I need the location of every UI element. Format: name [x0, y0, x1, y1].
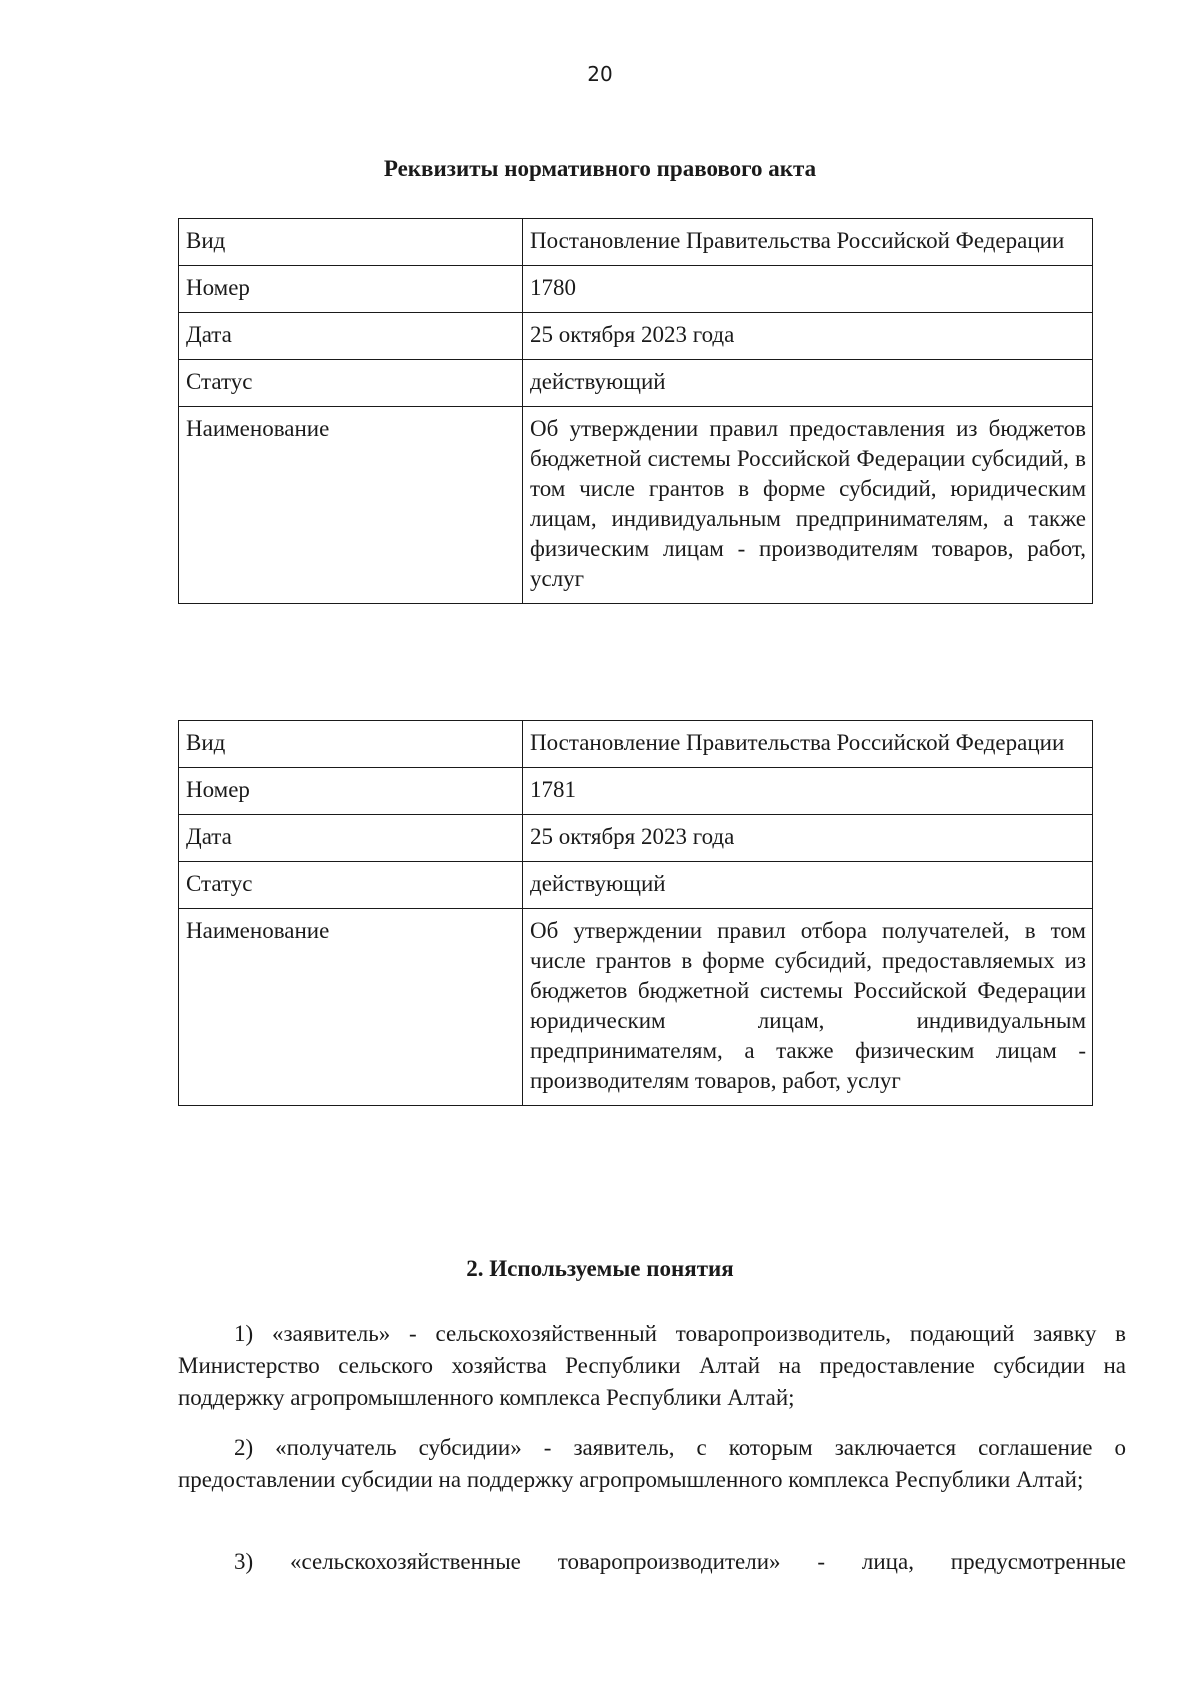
row-label-status: Статус: [179, 360, 523, 407]
row-label-status: Статус: [179, 862, 523, 909]
table-row: [179, 313, 1093, 360]
row-label-date: Дата: [179, 313, 523, 360]
concept-item-applicant: 1) «заявитель» - сельскохозяйственный товаропроизводитель, подающий заявку в Министерство сельского хозяйства Республики Алтай на предоставление субсидии на поддержку агропромышленного комплекса Республики Алтай;: [178, 1321, 1126, 1410]
row-value-name: Об утверждении правил отбора получателей, в том числе грантов в форме субсидий, предоставляемых из бюджетов бюджетной системы Российской Федерации юридическим лицам, индивидуальным предпринимателям, а также физическим лицам - производителям товаров, работ, услуг: [523, 909, 1093, 1106]
table-row: [179, 721, 1093, 768]
concepts-title: 2. Используемые понятия: [466, 1256, 734, 1281]
row-value-status: действующий: [523, 862, 1093, 909]
table-row: [179, 815, 1093, 862]
row-label-type: Вид: [179, 219, 523, 266]
row-label-type: Вид: [179, 721, 523, 768]
table-row: [179, 862, 1093, 909]
concept-item-agricultural-producers: 3) «сельскохозяйственные товаропроизводители» - лица, предусмотренные: [234, 1549, 1126, 1574]
table-row: [179, 219, 1093, 266]
row-value-date: 25 октября 2023 года: [523, 815, 1093, 862]
row-value-type: Постановление Правительства Российской Федерации: [523, 219, 1093, 266]
row-value-number: 1780: [523, 266, 1093, 313]
table-row: [179, 266, 1093, 313]
table-row: [179, 909, 1093, 1106]
row-value-date: 25 октября 2023 года: [523, 313, 1093, 360]
table-row: [179, 768, 1093, 815]
table-row: [179, 407, 1093, 604]
requisites-title: Реквизиты нормативного правового акта: [383, 156, 817, 181]
page-number: 20: [587, 62, 613, 86]
row-label-date: Дата: [179, 815, 523, 862]
row-value-name: Об утверждении правил предоставления из бюджетов бюджетной системы Российской Федерации субсидий, в том числе грантов в форме субсидий, юридическим лицам, индивидуальным предпринимателям, а также физическим лицам - производителям товаров, работ, услуг: [523, 407, 1093, 604]
row-value-number: 1781: [523, 768, 1093, 815]
act-requisites-table-1781: [178, 720, 1093, 1106]
act-requisites-table-1780: [178, 218, 1093, 604]
concept-item-subsidy-recipient: 2) «получатель субсидии» - заявитель, с которым заключается соглашение о предоставлении субсидии на поддержку агропромышленного комплекса Республики Алтай;: [178, 1435, 1126, 1492]
row-label-name: Наименование: [179, 909, 523, 1106]
row-label-number: Номер: [179, 768, 523, 815]
table-row: [179, 360, 1093, 407]
row-value-type: Постановление Правительства Российской Федерации: [523, 721, 1093, 768]
row-value-status: действующий: [523, 360, 1093, 407]
row-label-number: Номер: [179, 266, 523, 313]
row-label-name: Наименование: [179, 407, 523, 604]
